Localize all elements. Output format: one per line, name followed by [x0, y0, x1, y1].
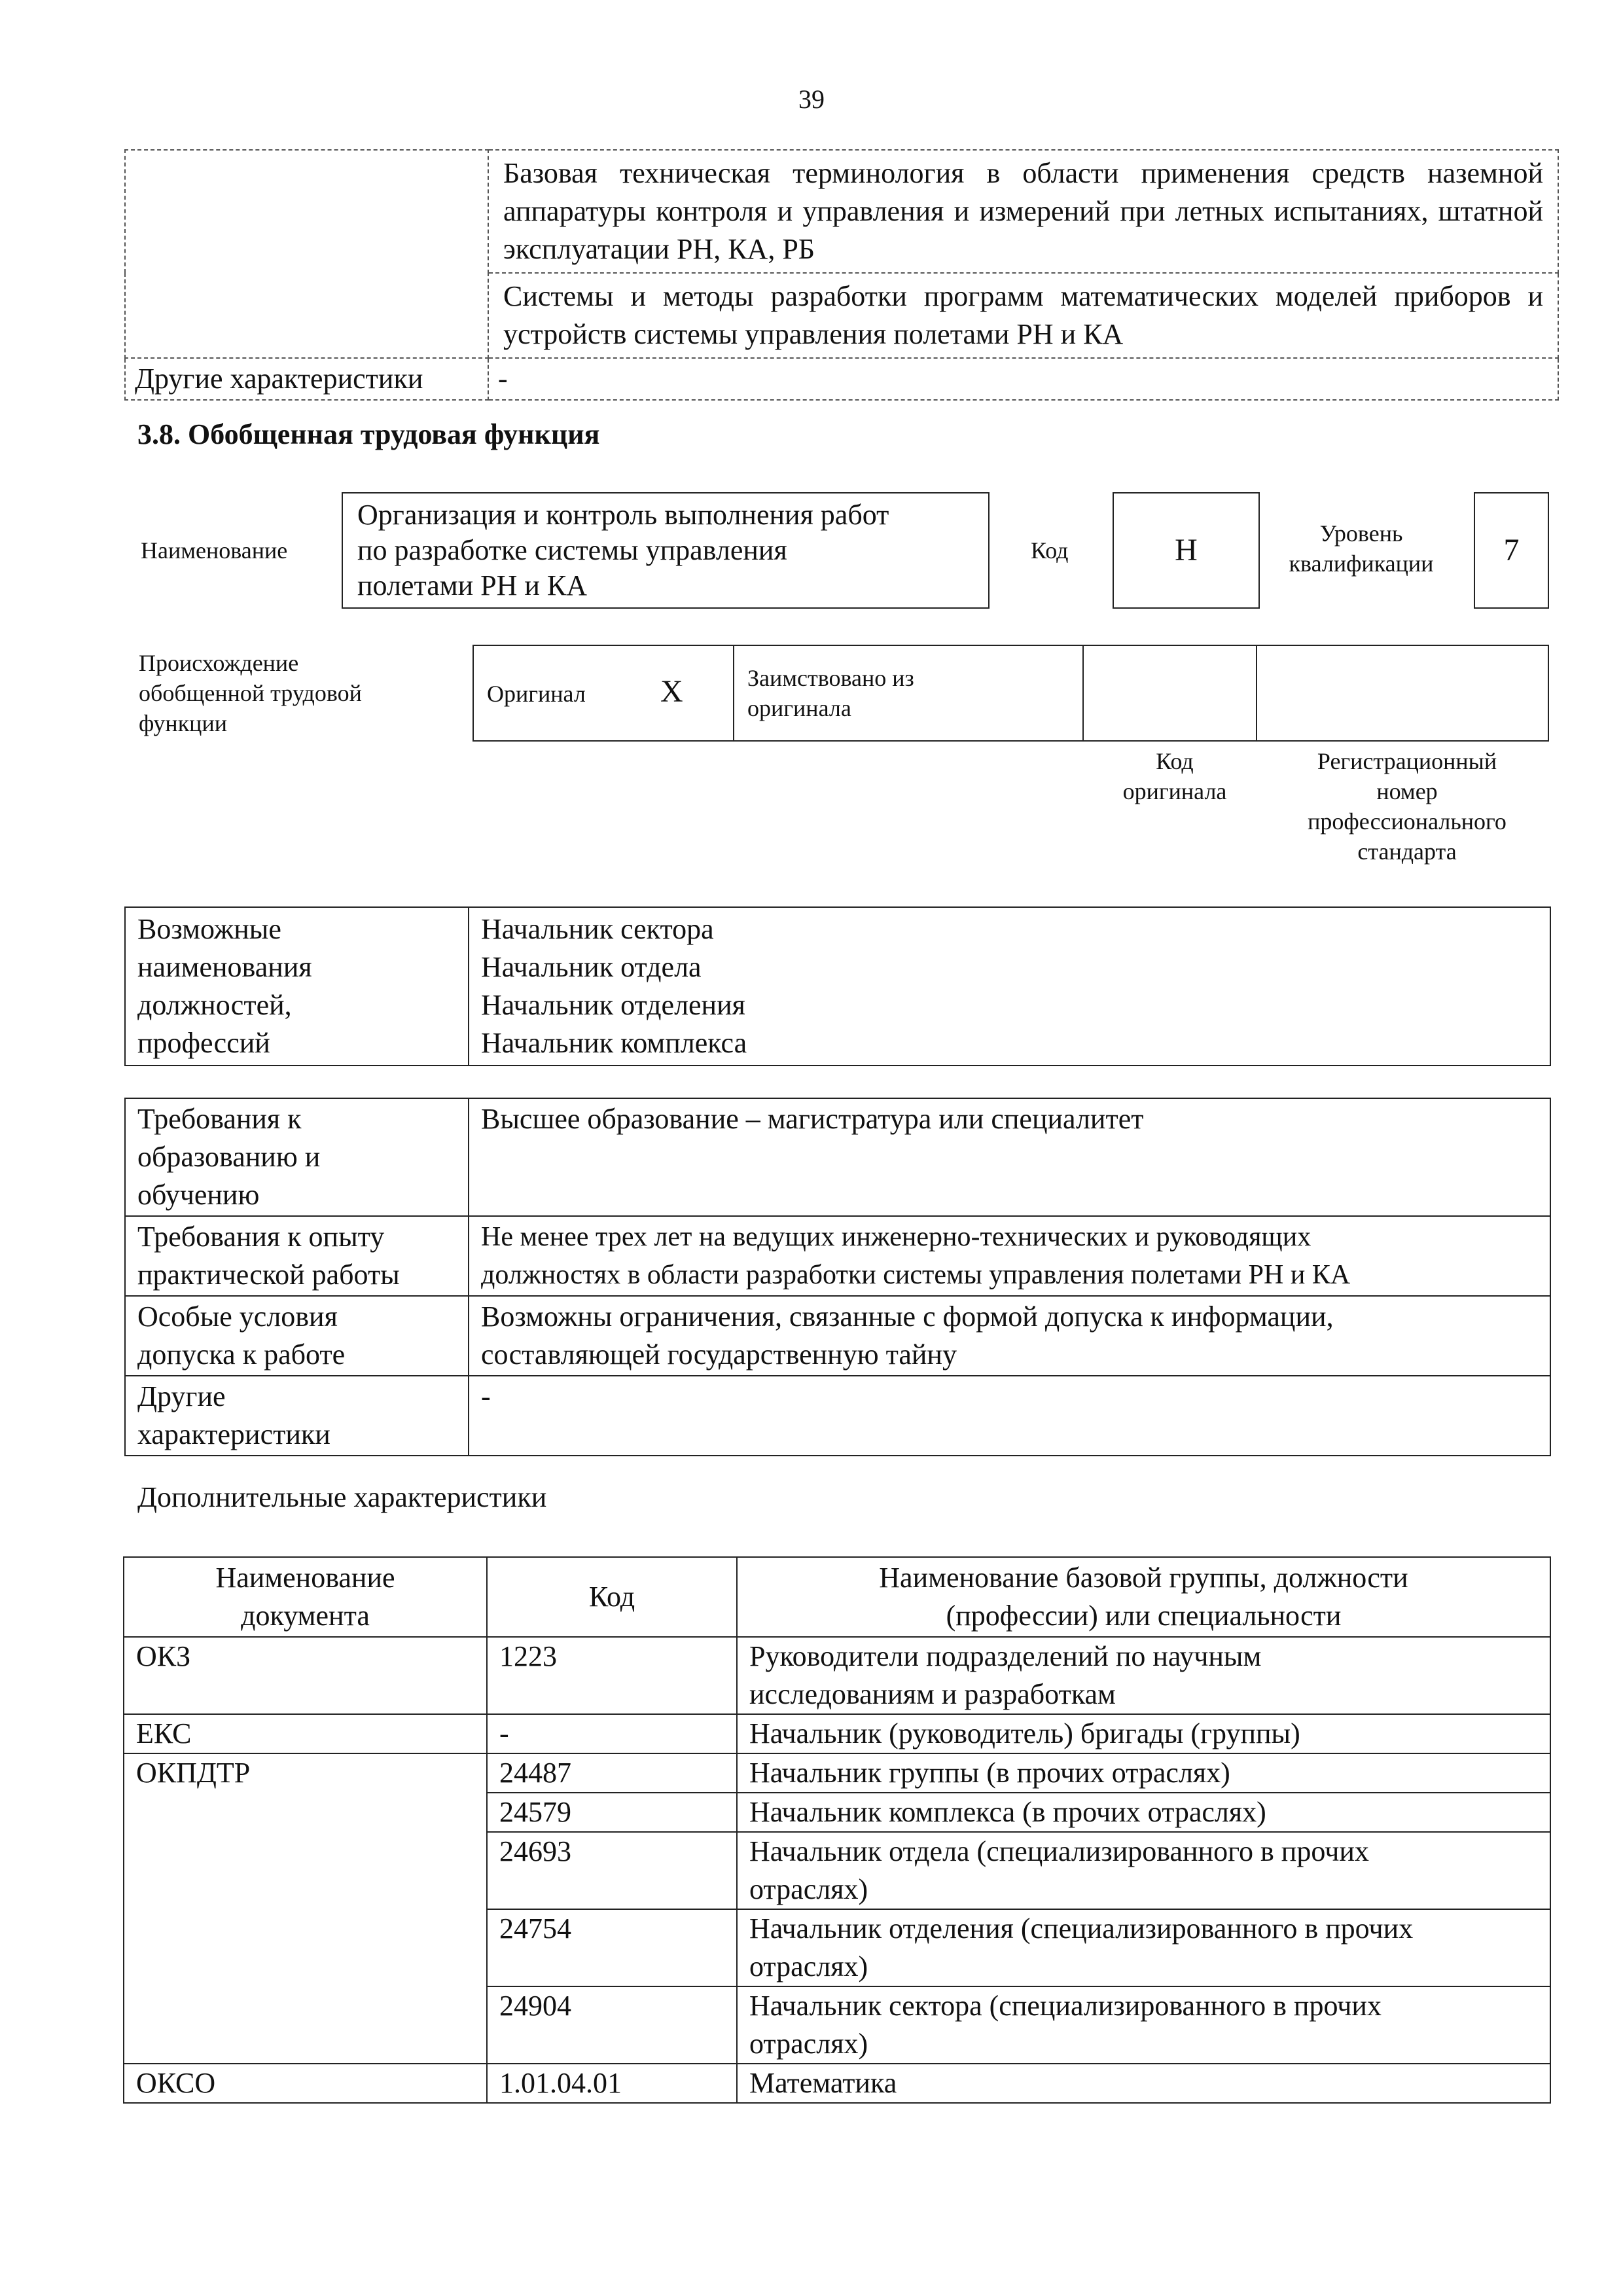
origin-box [473, 645, 1549, 742]
name-cell: Начальник сектора (специализированного в прочих отраслях) [737, 1986, 1550, 2064]
code-caption: Код оригинала [1122, 748, 1227, 804]
requirements-table [124, 1098, 1551, 1456]
code-value: H [1113, 492, 1260, 609]
knowledge-item: Базовая техническая терминология в области применения средств наземной аппаратуры контроля и управления и измерений при летных испытаниях, штатной эксплуатации РН, КА, РБ [488, 150, 1558, 273]
requirement-value: Высшее образование – магистратура или специалитет [469, 1098, 1550, 1216]
table-row [124, 2064, 1550, 2103]
header-name: Наименование базовой группы, должности (профессии) или специальности [737, 1557, 1550, 1637]
code-cell: 24904 [487, 1986, 737, 2064]
doc-cell: ЕКС [124, 1714, 487, 1753]
top-knowledge-table [124, 149, 1559, 401]
name-cell: Математика [737, 2064, 1550, 2103]
name-cell: Начальник отдела (специализированного в прочих отраслях) [737, 1832, 1550, 1909]
positions-table [124, 906, 1551, 1066]
requirement-label: Требования к опыту практической работы [125, 1216, 469, 1296]
name-label: Наименование [141, 537, 288, 564]
code-cell: 24487 [487, 1753, 737, 1793]
code-cell: 1.01.04.01 [487, 2064, 737, 2103]
original-mark: X [660, 674, 683, 709]
function-name-value: Организация и контроль выполнения работ по разработке системы управления полетами РН и КА [342, 492, 990, 609]
other-characteristics-value: - [488, 358, 1558, 400]
table-row [125, 358, 1558, 400]
name-cell: Начальник (руководитель) бригады (группы) [737, 1714, 1550, 1753]
name-cell: Начальник отделения (специализированного в прочих отраслях) [737, 1909, 1550, 1986]
reg-caption: Регистрационный номер профессионального стандарта [1308, 748, 1507, 865]
requirement-label: Особые условия допуска к работе [125, 1296, 469, 1376]
table-row [125, 1296, 1550, 1376]
doc-cell: ОКПДТР [124, 1753, 487, 2064]
doc-cell: ОКСО [124, 2064, 487, 2103]
table-row [124, 1637, 1550, 1714]
name-cell: Начальник комплекса (в прочих отраслях) [737, 1793, 1550, 1832]
requirement-value: Возможны ограничения, связанные с формой допуска к информации, составляющей государственную тайну [469, 1296, 1550, 1376]
requirement-value: Не менее трех лет на ведущих инженерно-технических и руководящих должностях в области разработки системы управления полетами РН и КА [469, 1216, 1550, 1296]
original-label: Оригинал [487, 681, 586, 707]
requirement-value: - [469, 1376, 1550, 1456]
table-row [125, 1216, 1550, 1296]
table-header-row [124, 1557, 1550, 1637]
additional-title: Дополнительные характеристики [137, 1481, 547, 1513]
code-cell: 24579 [487, 1793, 737, 1832]
table-cell-empty [125, 150, 488, 358]
knowledge-item: Системы и методы разработки программ математических моделей приборов и устройств системы управления полетами РН и КА [488, 273, 1558, 358]
doc-cell: ОКЗ [124, 1637, 487, 1714]
table-row [125, 907, 1550, 1066]
positions-value: Начальник сектора Начальник отдела Начальник отделения Начальник комплекса [469, 907, 1550, 1066]
level-label: Уровень квалификации [1289, 520, 1434, 577]
table-row [124, 1753, 1550, 1793]
code-cell: - [487, 1714, 737, 1753]
other-characteristics-label: Другие характеристики [125, 358, 488, 400]
positions-label: Возможные наименования должностей, профессий [125, 907, 469, 1066]
header-code: Код [487, 1557, 737, 1637]
divider [1082, 646, 1084, 740]
origin-label: Происхождение обобщенной трудовой функции [139, 650, 362, 736]
header-document: Наименование документа [124, 1557, 487, 1637]
table-row [125, 1376, 1550, 1456]
level-value: 7 [1474, 492, 1549, 609]
section-title: 3.8. Обобщенная трудовая функция [137, 418, 600, 450]
name-cell: Руководители подразделений по научным исследованиям и разработкам [737, 1637, 1550, 1714]
name-cell: Начальник группы (в прочих отраслях) [737, 1753, 1550, 1793]
table-row [124, 1714, 1550, 1753]
divider [733, 646, 734, 740]
additional-table [123, 1556, 1551, 2104]
requirement-label: Требования к образованию и обучению [125, 1098, 469, 1216]
table-row [125, 150, 1558, 273]
code-cell: 24693 [487, 1832, 737, 1909]
page-number: 39 [798, 84, 825, 114]
borrowed-label: Заимствовано из оригинала [747, 665, 914, 721]
code-label: Код [1031, 537, 1069, 564]
divider [1256, 646, 1257, 740]
code-cell: 24754 [487, 1909, 737, 1986]
requirement-label: Другие характеристики [125, 1376, 469, 1456]
code-cell: 1223 [487, 1637, 737, 1714]
table-row [125, 1098, 1550, 1216]
